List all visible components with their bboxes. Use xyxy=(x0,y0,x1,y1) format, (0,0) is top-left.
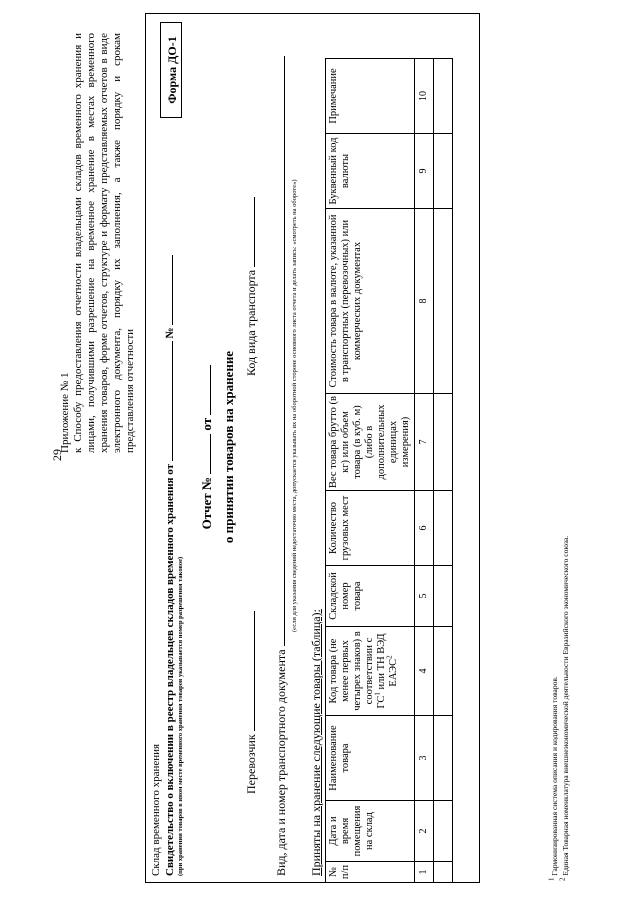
number-cell: 4 xyxy=(415,627,434,716)
carrier-blank xyxy=(244,611,255,731)
transport-doc-line xyxy=(274,56,289,876)
table-number-row xyxy=(415,59,434,883)
footnote-mark: 2 xyxy=(385,655,394,659)
report-no-label: Отчет № xyxy=(199,477,214,530)
carrier-line xyxy=(244,611,259,794)
header-cell: Наименование товара xyxy=(326,716,415,801)
header-cell: Стоимость товара в валюте, указанной в транспортных (перевозочных) или коммерческих документах xyxy=(326,209,415,394)
goods-table xyxy=(325,58,453,883)
empty-cell xyxy=(434,627,453,716)
table-empty-row xyxy=(434,59,453,883)
header-cell: Дата и время помещения на склад xyxy=(326,801,415,862)
header-text: или ТН ВЭД ЕАЭС xyxy=(376,633,399,690)
number-cell: 7 xyxy=(415,394,434,491)
certificate-date-blank xyxy=(162,341,173,461)
transport-code-label: Код вида транспорта xyxy=(244,269,258,376)
empty-cell xyxy=(434,59,453,134)
empty-cell xyxy=(434,801,453,862)
number-cell: 1 xyxy=(415,862,434,883)
header-text: Код товара (не менее первых четырех знаков) в соответствии с ГС xyxy=(328,631,387,711)
empty-cell xyxy=(434,394,453,491)
number-cell: 9 xyxy=(415,134,434,209)
number-cell: 8 xyxy=(415,209,434,394)
header-cell: Складской номер товара xyxy=(326,566,415,627)
number-cell: 10 xyxy=(415,59,434,134)
footnote-mark: 1 xyxy=(547,877,556,881)
report-date-blank xyxy=(200,365,211,415)
footnote-text: Гармонизированная система описания и кодирования товаров. xyxy=(550,676,559,876)
transport-code-line xyxy=(244,197,259,376)
certificate-line xyxy=(162,255,176,876)
empty-cell xyxy=(434,491,453,566)
appendix-text: к Способу предоставления отчетности владельцами складов временного хранения и лицами, получившими разрешение на временное хранение в местах временного хранения товаров, форме отчетов, структуре и формату представляемых отчетов в виде электронного документа, порядку их заполнения, а также порядку и срокам представления отчетности xyxy=(72,33,136,453)
report-subtitle: о принятии товаров на хранение xyxy=(221,350,236,544)
header-cell: Примечание xyxy=(326,59,415,134)
number-cell: 3 xyxy=(415,716,434,801)
empty-cell xyxy=(434,209,453,394)
footnote-1 xyxy=(547,676,559,881)
transport-doc-note: (если для указания сведений недостаточно места, допускается указывать их на оборотной стороне основного листа отчета и делать запись: «смотреть на обороте») xyxy=(291,179,298,632)
header-cell xyxy=(326,627,415,716)
empty-cell xyxy=(434,566,453,627)
header-cell: № п/п xyxy=(326,862,415,883)
transport-doc-blank xyxy=(274,56,285,646)
footnote-text: Единая Товарная номенклатура внешнеэкономической деятельности Евразийского экономического союза. xyxy=(561,535,570,876)
number-cell: 5 xyxy=(415,566,434,627)
table-header-row xyxy=(326,59,415,883)
header-cell: Количество грузовых мест xyxy=(326,491,415,566)
transport-doc-label: Вид, дата и номер транспортного документа xyxy=(274,649,288,876)
empty-cell xyxy=(434,716,453,801)
page-number: 29 xyxy=(50,449,64,461)
table-caption: Приняты на хранение следующие товары (таблица): xyxy=(309,609,323,876)
footnote-mark: 2 xyxy=(558,877,567,881)
appendix-header xyxy=(59,33,137,453)
empty-cell xyxy=(434,134,453,209)
number-cell: 2 xyxy=(415,801,434,862)
transport-code-blank xyxy=(244,197,255,267)
footnote-2 xyxy=(558,535,570,881)
certificate-text: Свидетельство о включении в реестр владельцев складов временного хранения от xyxy=(164,464,176,876)
warehouse-label: Склад временного хранения xyxy=(150,743,162,876)
number-cell: 6 xyxy=(415,491,434,566)
header-cell: Вес товара брутто (в кг) или объем товара (в куб. м) (либо в дополнительных единицах измерения) xyxy=(326,394,415,491)
report-number-blank xyxy=(200,434,211,474)
certificate-number-blank xyxy=(162,255,173,325)
certificate-no: № xyxy=(164,327,176,339)
certificate-note: (при хранении товаров в ином месте временного хранения товаров указывается номер разрешения таковое) xyxy=(177,556,184,876)
report-title xyxy=(199,12,215,882)
header-cell: Буквенный код валюты xyxy=(326,134,415,209)
footnote-mark: 1 xyxy=(373,692,382,696)
appendix-title: Приложение № 1 xyxy=(59,372,71,453)
form-label: Форма ДО-1 xyxy=(160,22,182,118)
carrier-label: Перевозчик xyxy=(244,734,258,794)
report-from-label: от xyxy=(199,417,214,431)
empty-cell xyxy=(434,862,453,883)
